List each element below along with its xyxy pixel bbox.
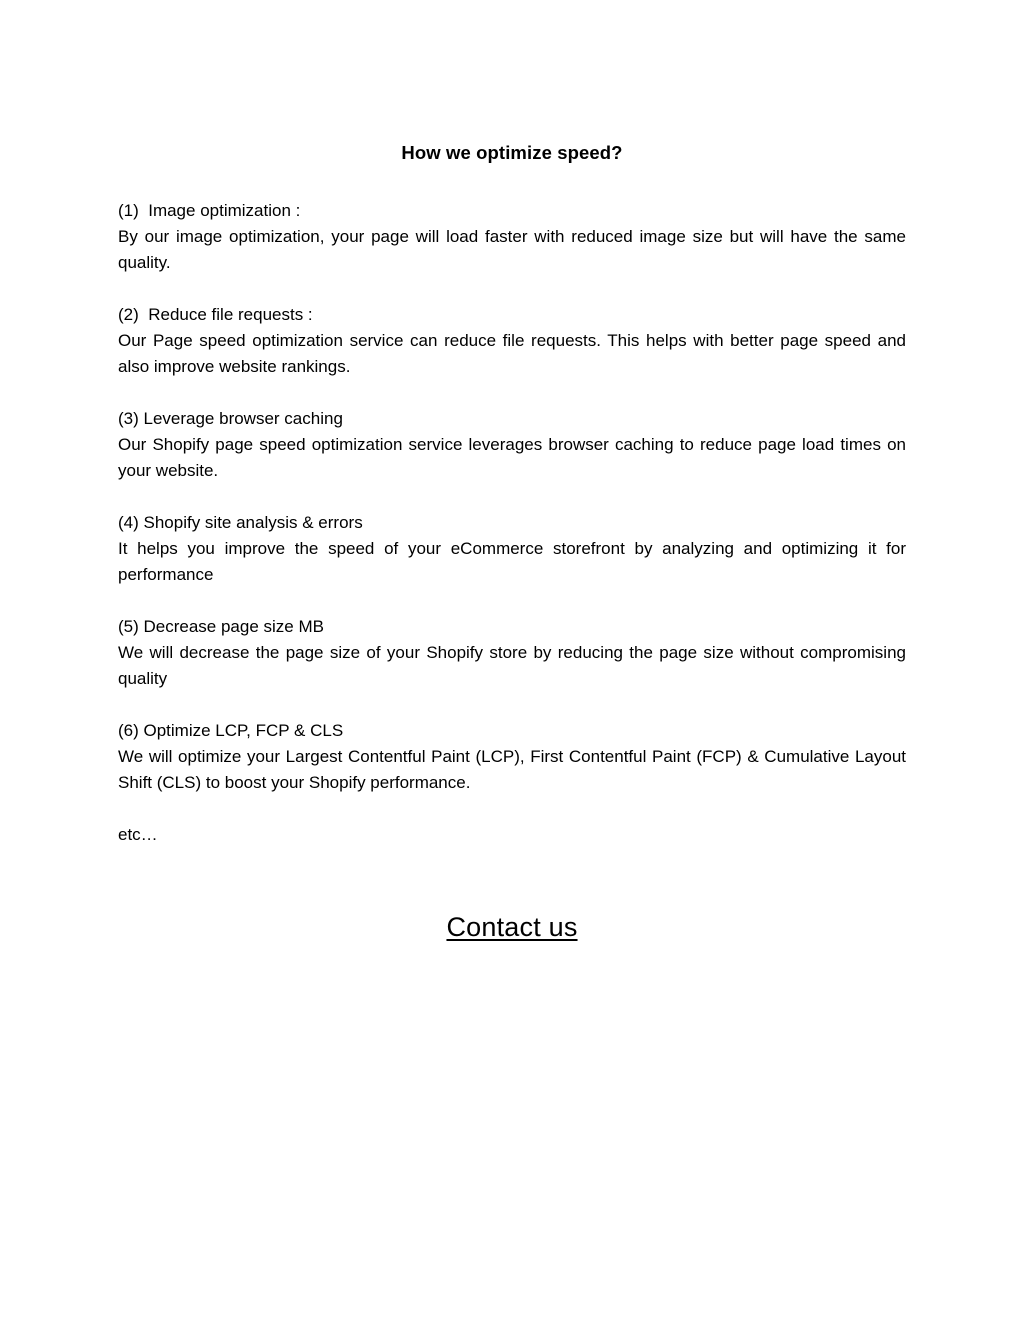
section-site-analysis-errors: [118, 510, 906, 588]
contact-us-heading: Contact us: [446, 912, 578, 942]
section-heading: (4) Shopify site analysis & errors: [118, 513, 363, 532]
section-body: We will decrease the page size of your Shopify store by reducing the page size without compromising quality: [118, 643, 906, 688]
etcetera-text: etc…: [118, 825, 158, 844]
section-heading: (5) Decrease page size MB: [118, 617, 324, 636]
section-reduce-file-requests: [118, 302, 906, 380]
section-heading: (3) Leverage browser caching: [118, 409, 343, 428]
section-body: It helps you improve the speed of your eCommerce storefront by analyzing and optimizing it for performance: [118, 539, 906, 584]
section-body: By our image optimization, your page will load faster with reduced image size but will have the same quality.: [118, 227, 906, 272]
section-body: We will optimize your Largest Contentful Paint (LCP), First Contentful Paint (FCP) & Cumulative Layout Shift (CLS) to boost your Shopify performance.: [118, 747, 906, 792]
section-optimize-lcp-fcp-cls: [118, 718, 906, 796]
section-body: Our Shopify page speed optimization service leverages browser caching to reduce page load times on your website.: [118, 435, 906, 480]
page-title: How we optimize speed?: [401, 142, 623, 163]
contact-section: [118, 910, 906, 944]
section-heading: (2) Reduce file requests :: [118, 305, 313, 324]
section-heading: (1) Image optimization :: [118, 201, 301, 220]
section-leverage-browser-caching: [118, 406, 906, 484]
section-image-optimization: [118, 198, 906, 276]
section-heading: (6) Optimize LCP, FCP & CLS: [118, 721, 344, 740]
document-content: [118, 140, 906, 944]
section-decrease-page-size: [118, 614, 906, 692]
section-body: Our Page speed optimization service can reduce file requests. This helps with better page speed and also improve website rankings.: [118, 331, 906, 376]
